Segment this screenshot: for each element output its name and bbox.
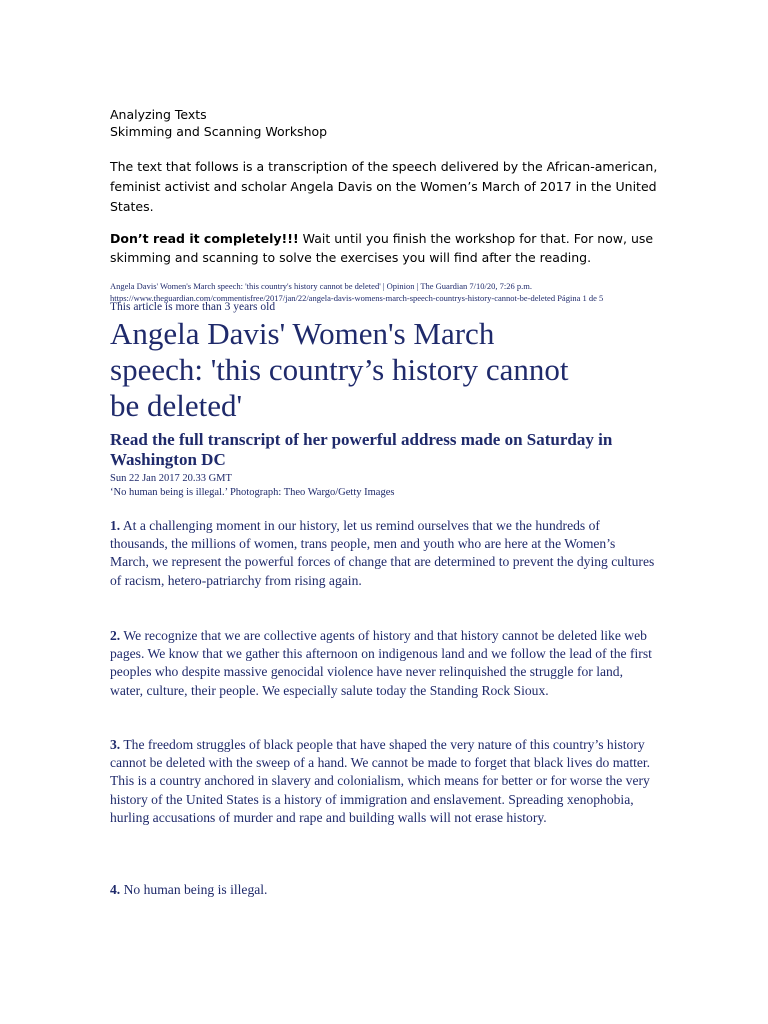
paragraph-text: No human being is illegal. (120, 882, 268, 897)
paragraph-number: 1. (110, 518, 121, 533)
article-headline: Angela Davis' Women's March speech: 'this country’s history cannot be deleted' (110, 316, 569, 423)
worksheet-subject: Analyzing Texts (110, 107, 207, 122)
worksheet-header (110, 106, 670, 140)
paragraph-number: 4. (110, 882, 121, 897)
citation-title-line: Angela Davis' Women's March speech: 'this country's history cannot be deleted' | Opinion | The Guardian 7/10/20, 7:26 p.m. (110, 281, 532, 291)
article-age-notice: This article is more than 3 years old (110, 301, 276, 313)
speech-paragraph-3 (110, 736, 655, 827)
warning-emphasis: Don’t read it completely!!! (110, 231, 299, 246)
paragraph-number: 3. (110, 737, 121, 752)
speech-paragraph-2 (110, 627, 655, 700)
worksheet-title: Skimming and Scanning Workshop (110, 124, 328, 139)
speech-paragraph-4 (110, 881, 655, 899)
paragraph-text: We recognize that we are collective agents of history and that history cannot be deleted like web pages. We know that we gather this afternoon on indigenous land and we follow the lead of the first peoples who despite massive genocidal violence have never relinquished the struggle for land, water, culture, their people. We especially salute today the Standing Rock Sioux. (110, 628, 652, 698)
photo-caption: ‘No human being is illegal.’ Photograph: Theo Wargo/Getty Images (110, 487, 395, 498)
warning-paragraph (110, 229, 670, 267)
speech-paragraph-1 (110, 517, 655, 590)
warning-text: Wait until you finish the workshop for that. For now, use skimming and scanning to solve the exercises you will find after the reading. (110, 231, 654, 265)
intro-paragraph: The text that follows is a transcription of the speech delivered by the African-american, feminist activist and scholar Angela Davis on the Women’s March of 2017 in the United States. (110, 159, 658, 214)
paragraph-text: At a challenging moment in our history, let us remind ourselves that we the hundreds of thousands, the millions of women, trans people, men and youth who are here at the Women’s March, we represent the powerful forces of change that are determined to prevent the dying cultures of racism, hetero-patriarchy from rising again. (110, 518, 655, 588)
citation-url-line: https://www.theguardian.com/commentisfree/2017/jan/22/angela-davis-womens-march-speech-countrys-history-cannot-be-deleted Página 1 de 5 (110, 293, 604, 303)
paragraph-number: 2. (110, 628, 121, 643)
article-standfirst: Read the full transcript of her powerful address made on Saturday in Washington DC (110, 430, 613, 469)
paragraph-text: The freedom struggles of black people that have shaped the very nature of this country’s history cannot be deleted with the sweep of a hand. We cannot be made to forget that black lives do matter. This is a country anchored in slavery and colonialism, which means for better or for worse the very history of the United States is a history of immigration and enslavement. Spreading xenophobia, hurling accusations of murder and rape and building walls will not erase history. (110, 737, 651, 825)
article-dateline: Sun 22 Jan 2017 20.33 GMT (110, 473, 232, 484)
